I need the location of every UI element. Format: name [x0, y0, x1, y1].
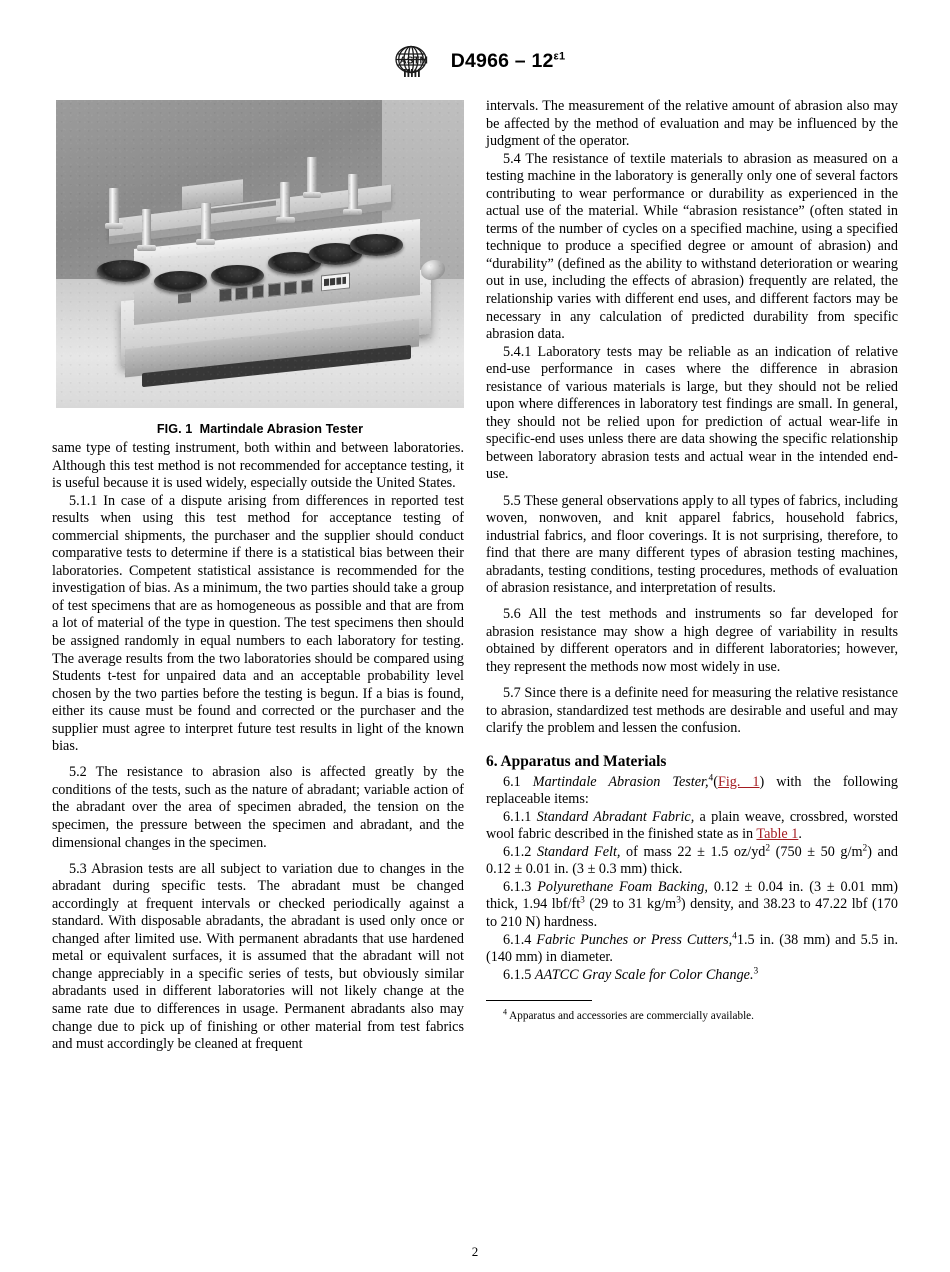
- item-6-1-5: [486, 967, 898, 985]
- item-6-1-1-text-after: .: [798, 826, 802, 843]
- control-button: [268, 282, 281, 296]
- designation-superscript: ε1: [553, 50, 566, 62]
- item-6-1-3-term: Polyurethane Foam Backing,: [537, 878, 708, 895]
- item-6-1-3-sup1: 3: [676, 895, 681, 906]
- standard-designation: [451, 50, 566, 73]
- right-column: [486, 98, 898, 1023]
- designation-text: D4966 – 12: [450, 49, 554, 72]
- paragraph-5-2: 5.2 The resistance to abrasion also is affected greatly by the conditions of the tests, such as the nature of abradant; variable action of the abradant over the area of specimen abraded, the tension on the specimen, the pressure between the specimen and abradant, and the dimensional changes in the specimen.: [52, 764, 464, 851]
- tester-brand-label: [178, 291, 211, 304]
- paragraph-5-4: 5.4 The resistance of textile materials to abrasion as measured on a testing machine in the laboratory is generally only one of several factors contributing to wear performance or durability as experienced in the actual use of the material. While “abrasion resistance” (often stated in terms of the number of cycles on a specified machine, using a specified technique to produce a specified degree or amount of abrasion) and “durability” (defined as the ability to withstand deterioration or wearing out in use, including the effects of abrasion) frequently are related, the relationship varies with different end uses, and different factors may be necessary in any calculation of predicted durability from specific abrasion data.: [486, 150, 898, 343]
- control-button: [236, 286, 249, 300]
- specimen-pin: [307, 157, 317, 194]
- cycle-counter-display: [321, 272, 350, 291]
- footnote-text: Apparatus and accessories are commercially available.: [507, 1010, 754, 1023]
- specimen-pin: [201, 203, 211, 240]
- astm-logo: [385, 44, 437, 78]
- item-6-1-number: 6.1: [503, 773, 521, 790]
- specimen-station: [350, 234, 403, 256]
- item-6-1-2-sup0: 2: [765, 843, 771, 854]
- item-6-1-1-term: Standard Abradant Fabric,: [536, 808, 695, 825]
- item-6-1-2-sup1: 2: [862, 843, 868, 854]
- paragraph-5-1-1: 5.1.1 In case of a dispute arising from differences in reported test results when using this test method for acceptance testing of commercial shipments, the purchaser and the supplier should conduct comparative tests to determine if there is a statistical bias between their laboratories. Competent statistical assistance is recommended for the investigation of bias. As a minimum, the two parties should take a group of test specimens that are as homogeneous as possible and that are from a lot of material of the type in question. The test specimens then should be assigned randomly in equal numbers to each laboratory for testing. The average results from the two laboratories should be compared using Students t-test for unpaired data and an acceptable probability level chosen by the two parties before the testing is begun. If a bias is found, either its cause must be found and corrected or the purchaser and the supplier must agree to interpret future test results in light of the known bias.: [52, 492, 464, 755]
- control-button: [219, 288, 232, 302]
- item-6-1-2-seg1: (750 ± 50 g/m: [770, 843, 863, 860]
- item-6-1-4-number: 6.1.4: [503, 931, 532, 948]
- figure-caption: [56, 422, 464, 436]
- page-header: [0, 44, 950, 78]
- specimen-pin: [280, 182, 290, 219]
- item-6-1-3-seg0: 0.12 ± 0.04 in. (3 ± 0.01 mm) thick, 1.94 lbf/ft: [486, 878, 898, 913]
- section-heading-6: 6. Apparatus and Materials: [486, 752, 667, 770]
- page-number: 2: [471, 1244, 479, 1259]
- item-6-1-1-number: 6.1.1: [503, 808, 532, 825]
- martindale-tester-photo: [56, 100, 464, 408]
- item-6-1-4-footnote-marker: 4: [732, 930, 737, 941]
- item-6-1-2-number: 6.1.2: [503, 843, 532, 860]
- table-1-link[interactable]: Table 1: [756, 826, 799, 843]
- footnote-marker: 4: [503, 1007, 507, 1017]
- item-6-1-5-number: 6.1.5: [503, 966, 532, 983]
- item-6-1-2-term: Standard Felt,: [536, 843, 621, 860]
- specimen-pin: [348, 174, 358, 211]
- figure-caption-title: Martindale Abrasion Tester: [199, 422, 364, 436]
- item-6-1-5-footnote-marker: 3: [753, 965, 759, 976]
- footnote-4: [486, 1009, 898, 1023]
- figure-caption-label: FIG. 1: [156, 422, 193, 436]
- item-6-1-4-term: Fabric Punches or Press Cutters,: [536, 931, 733, 948]
- paragraph-continued-5-3: intervals. The measurement of the relative amount of abrasion also may be affected by the method of evaluation and may be influenced by the judgment of the operator.: [486, 98, 898, 150]
- figure-1: [56, 100, 464, 436]
- item-6-1-1: [486, 809, 898, 844]
- item-6-1-footnote-marker: 4: [708, 772, 714, 783]
- item-6-1-3-seg1: (29 to 31 kg/m: [584, 896, 677, 913]
- control-button: [301, 279, 314, 293]
- item-6-1-2-seg2: ) and 0.12 ± 0.01 in. (3 ± 0.3 mm) thick.: [486, 843, 898, 878]
- item-6-1-1-text-before: a plain weave, crossbred, worsted wool fabric described in the finished state as in: [486, 808, 898, 843]
- figure-1-link[interactable]: Fig. 1: [717, 773, 760, 790]
- item-6-1-open-paren: (: [713, 773, 718, 790]
- paragraph-5-6: 5.6 All the test methods and instruments so far developed for abrasion resistance may show a high degree of variability in results obtained by different operators and in different laboratories; however, they represent the methods now most widely in use.: [486, 606, 898, 675]
- item-6-1-2-seg0: of mass 22 ± 1.5 oz/yd: [620, 843, 766, 860]
- item-6-1-4: [486, 932, 898, 967]
- specimen-station: [97, 260, 150, 282]
- specimen-pin: [142, 209, 152, 246]
- item-6-1-2: [486, 844, 898, 879]
- paragraph-5-7: 5.7 Since there is a definite need for measuring the relative resistance to abrasion, standardized test methods are desirable and useful and may clarify the problem and lessen the confusion.: [486, 685, 898, 737]
- control-button: [252, 284, 265, 298]
- paragraph-5-5: 5.5 These general observations apply to all types of fabrics, including woven, nonwoven, and knit apparel fabrics, household fabrics, industrial fabrics, and floor coverings. It is not surprising, therefore, to find that there are many different types of abrasion testing machines, abradants, testing conditions, testing procedures, methods of evaluation of abrasion resistance, and interpretation of results.: [486, 492, 898, 597]
- item-6-1-3-sup0: 3: [580, 895, 585, 906]
- item-6-1-3: [486, 879, 898, 932]
- paragraph-continued-5-1: same type of testing instrument, both within and between laboratories. Although this test method is not recommended for acceptance testing, it is useful because it is used widely, especially outside the United States.: [52, 440, 464, 492]
- item-6-1-4-text: 1.5 in. (38 mm) and 5.5 in. (140 mm) in diameter.: [486, 931, 898, 966]
- specimen-pin: [109, 188, 119, 225]
- item-6-1-term: Martindale Abrasion Tester,: [532, 773, 709, 790]
- paragraph-5-4-1: 5.4.1 Laboratory tests may be reliable as an indication of relative end-use performance in cases where the difference in abrasion resistance of various materials is large, but they should not be relied upon where differences in laboratory test findings are small. In general, they should not be relied upon for prediction of actual wear-life in specific-end uses unless there are data showing the specific relationship between laboratory abrasion tests and actual wear in the intended end-use.: [486, 343, 898, 483]
- paragraph-5-3: 5.3 Abrasion tests are all subject to variation due to changes in the abradant during specific tests. The abradant must be changed accordingly at frequent intervals or checked periodically against a standard. With disposable abradants, the abradant is used only once or changed after limited use. With permanent abradants that use hardened metal or equivalent surfaces, it is assumed that the abradant will not change appreciably in a specific series of tests, but obviously similar abradants used in different laboratories will not likely change at the same rate due to differences in usage. Permanent abradants also may change due to pick up of finishing or other material from test fabrics and must accordingly be cleaned at frequent: [52, 860, 464, 1053]
- item-6-1-3-number: 6.1.3: [503, 878, 532, 895]
- footnote-divider: [486, 1000, 592, 1001]
- control-button: [284, 281, 297, 295]
- item-6-1-rest: ) with the following replaceable items:: [486, 773, 898, 808]
- item-6-1-3-seg2: ) density, and 38.23 to 47.22 lbf (170 to 210 N) hardness.: [486, 896, 898, 931]
- item-6-1: [486, 774, 898, 809]
- svg-text:ASTM: ASTM: [399, 55, 428, 67]
- item-6-1-5-term: AATCC Gray Scale for Color Change.: [534, 966, 754, 983]
